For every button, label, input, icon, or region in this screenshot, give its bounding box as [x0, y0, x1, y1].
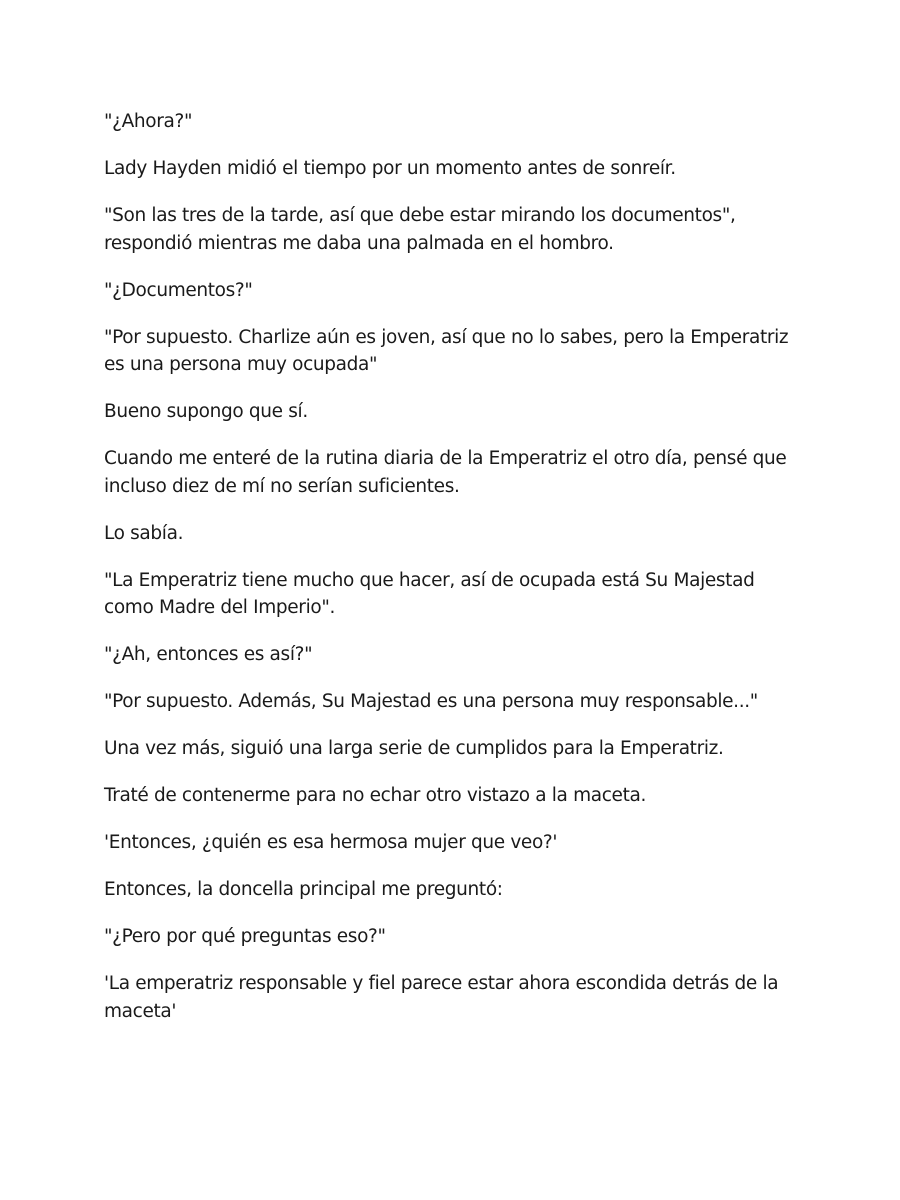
paragraph: "¿Ahora?"	[104, 111, 193, 132]
paragraph: 'Entonces, ¿quién es esa hermosa mujer que veo?'	[104, 832, 558, 853]
paragraph: Una vez más, siguió una larga serie de cumplidos para la Emperatriz.	[104, 738, 724, 759]
paragraph: 'La emperatriz responsable y fiel parece estar ahora escondida detrás de la maceta'	[104, 973, 779, 1022]
paragraph: "Por supuesto. Además, Su Majestad es una persona muy responsable..."	[104, 691, 758, 712]
document-body	[104, 108, 804, 1045]
paragraph: "Son las tres de la tarde, así que debe estar mirando los documentos", respondió mientras me daba una palmada en el hombro.	[104, 205, 736, 254]
paragraph: "¿Documentos?"	[104, 279, 253, 301]
paragraph: "La Emperatriz tiene mucho que hacer, así de ocupada está Su Majestad como Madre del Imperio".	[104, 569, 755, 618]
paragraph: Bueno supongo que sí.	[104, 401, 308, 422]
paragraph: Traté de contenerme para no echar otro vistazo a la maceta.	[104, 785, 647, 806]
paragraph: Entonces, la doncella principal me preguntó:	[104, 879, 503, 900]
paragraph: Lady Hayden midió el tiempo por un momento antes de sonreír.	[104, 158, 676, 179]
paragraph: Cuando me enteré de la rutina diaria de la Emperatriz el otro día, pensé que incluso diez de mí no serían suficientes.	[104, 448, 787, 497]
paragraph: "¿Pero por qué preguntas eso?"	[104, 926, 386, 947]
paragraph: "¿Ah, entonces es así?"	[104, 644, 313, 665]
paragraph: Lo sabía.	[104, 522, 184, 544]
paragraph: "Por supuesto. Charlize aún es joven, así que no lo sabes, pero la Emperatriz es una persona muy ocupada"	[104, 326, 789, 375]
